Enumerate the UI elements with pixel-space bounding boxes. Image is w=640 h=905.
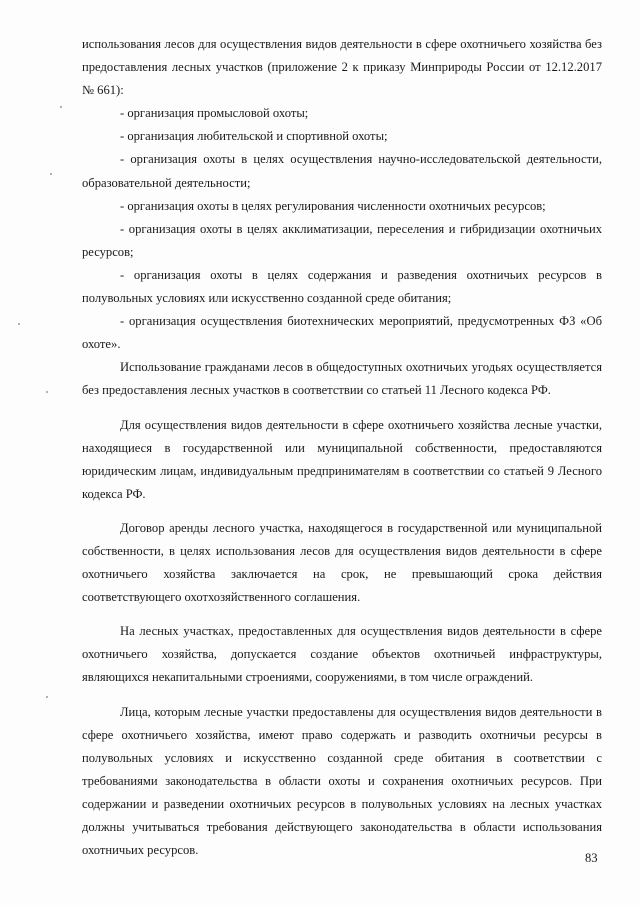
paragraph-continuation: использования лесов для осуществления видов деятельности в сфере охотничьего хозяйства без предоставления лесных участков (приложение 2 к приказу Минприроды России от 12.12.2017 № 661): xyxy=(82,37,602,98)
list-item: - организация охоты в целях содержания и разведения охотничьих ресурсов в полувольных условиях или искусственно созданной среде обитания; xyxy=(82,267,602,306)
list-item: - организация охоты в целях осуществления научно-исследовательской деятельности, образовательной деятельности; xyxy=(82,152,602,190)
scan-speck xyxy=(60,106,62,108)
document-body xyxy=(82,33,602,862)
list-item: - организация охоты в целях регулирования численности охотничьих ресурсов; xyxy=(120,198,546,213)
scan-speck xyxy=(46,696,48,698)
paragraph: Лица, которым лесные участки предоставлены для осуществления видов деятельности в сфере охотничьего хозяйства, имеют право содержать и разводить охотничьи ресурсы в полувольных условиях и искусственно созданной среде обитания в соответствии с требованиями законодательства в области охоты и сохранения охотничьих ресурсов. При содержании и разведении охотничьих ресурсов в полувольных условиях на лесных участках должны учитываться требования действующего законодательства в области использования охотничьих ресурсов. xyxy=(82,704,602,858)
paragraph: На лесных участках, предоставленных для осуществления видов деятельности в сфере охотничьего хозяйства, допускается создание объектов охотничьей инфраструктуры, являющихся некапитальными строениями, сооружениями, в том числе ограждений. xyxy=(82,624,602,685)
scan-speck xyxy=(46,391,48,393)
list-item: - организация любительской и спортивной охоты; xyxy=(120,129,388,144)
scan-speck xyxy=(18,323,20,325)
page-number: 83 xyxy=(585,851,598,865)
paragraph: Для осуществления видов деятельности в сфере охотничьего хозяйства лесные участки, находящиеся в государственной или муниципальной собственности, предоставляются юридическим лицам, индивидуальным предпринимателям в соответствии со статьей 9 Лесного кодекса РФ. xyxy=(82,417,602,501)
scan-speck xyxy=(50,173,52,175)
list-item: - организация промысловой охоты; xyxy=(120,106,309,121)
list-item: - организация охоты в целях акклиматизации, переселения и гибридизации охотничьих ресурсов; xyxy=(82,221,602,259)
paragraph: Использование гражданами лесов в общедоступных охотничьих угодьях осуществляется без предоставления лесных участков в соответствии со статьей 11 Лесного кодекса РФ. xyxy=(82,360,602,398)
list-item: - организация осуществления биотехнических мероприятий, предусмотренных ФЗ «Об охоте». xyxy=(82,314,602,352)
paragraph: Договор аренды лесного участка, находящегося в государственной или муниципальной собственности, в целях использования лесов для осуществления видов деятельности в сфере охотничьего хозяйства заключается на срок, не превышающий срока действия соответствующего охотхозяйственного соглашения. xyxy=(82,520,602,605)
